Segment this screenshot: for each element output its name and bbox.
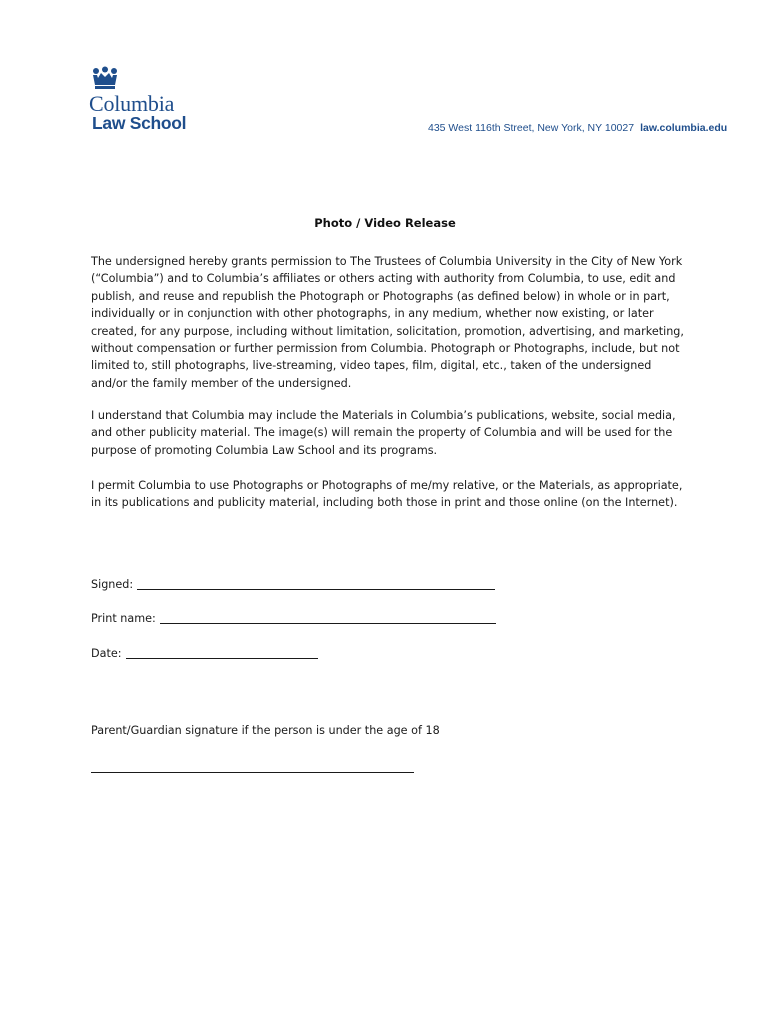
logo-text-law-school: Law School bbox=[92, 113, 187, 133]
paragraph-materials: I understand that Columbia may include the Materials in Columbia’s publications, website, social media, and other publicity material. The image(s) will remain the property of Columbia and will be used for the purpose of promoting Columbia Law School and its programs. bbox=[91, 409, 676, 457]
paragraph-grant: The undersigned hereby grants permission to The Trustees of Columbia University in the City of New York (“Columbia”) and to Columbia’s affiliates or others acting with authority from Columbia, to use, edit and publish, and reuse and republish the Photograph or Photographs (as defined below) in whole or in part, individually or in conjunction with other photographs, in any medium, whether now existing, or later created, for any purpose, including without limitation, solicitation, promotion, advertising, and marketing, without compensation or further permission from Columbia. Photograph or Photographs, include, but not limited to, still photographs, live-streaming, video tapes, film, digital, etc., taken of the undersigned and/or the family member of the undersigned. bbox=[91, 255, 684, 390]
crown-icon bbox=[90, 66, 120, 90]
logo-text-columbia: Columbia bbox=[89, 91, 175, 116]
header-address bbox=[428, 123, 727, 134]
signed-field bbox=[91, 577, 495, 590]
street-address: 435 West 116th Street, New York, NY 10027 bbox=[428, 122, 635, 134]
website-link[interactable]: law.columbia.edu bbox=[640, 122, 728, 134]
guardian-signature-label: Parent/Guardian signature if the person is under the age of 18 bbox=[91, 724, 440, 737]
document-title: Photo / Video Release bbox=[314, 216, 456, 230]
paragraph-permit: I permit Columbia to use Photographs or Photographs of me/my relative, or the Materials, as appropriate, in its publications and publicity material, including both those in print and those online (on the Internet). bbox=[91, 479, 683, 510]
print-name-label: Print name: bbox=[91, 612, 156, 625]
date-field bbox=[91, 646, 318, 659]
signed-label: Signed: bbox=[91, 578, 134, 591]
signature-line[interactable] bbox=[137, 579, 495, 590]
date-label: Date: bbox=[91, 647, 122, 660]
columbia-law-school-logo bbox=[88, 66, 208, 136]
date-line[interactable] bbox=[126, 648, 318, 659]
guardian-signature-line[interactable] bbox=[91, 772, 414, 773]
print-name-line[interactable] bbox=[160, 613, 496, 624]
print-name-field bbox=[91, 611, 496, 624]
